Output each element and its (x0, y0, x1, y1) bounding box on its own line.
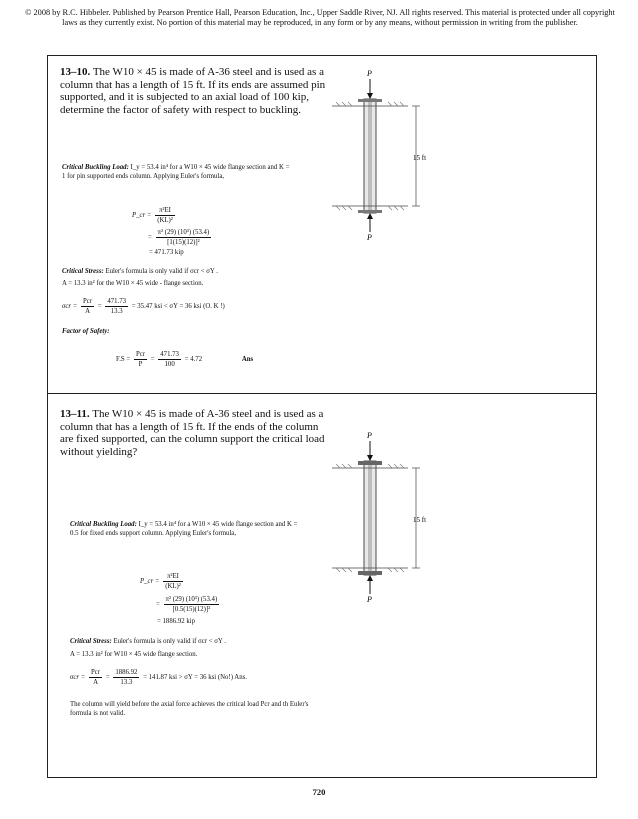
answer-label: Ans (241, 356, 254, 364)
problem-13-10-panel (47, 55, 597, 394)
copyright-notice: © 2008 by R.C. Hibbeler. Published by Pearson Prentice Hall, Pearson Education, Inc., Upper Saddle River, NJ. All rights reserved. This material is protected under all copyright laws as they currently exist. No portion of this material may be reproduced, in any form or by any means, without permission in writing from the publisher. (25, 8, 615, 27)
length-label: 15 ft (413, 154, 427, 162)
problem-text: The W10 × 45 is made of A-36 steel and is used as a column that has a length of 15 ft. If the ends of the column are fixed supported, can the column support the critical load without yielding? (60, 408, 325, 458)
critical-stress-line: Critical Stress: Euler's formula is only valid if σcr < σY . (70, 638, 226, 645)
load-bottom-label: P (367, 595, 372, 603)
conclusion-text: The column will yield before the axial force achieves the critical load Pcr and th Euler's formula is not valid. (70, 701, 309, 717)
critical-load-paragraph: Critical Buckling Load: I_y = 53.4 in⁴ for a W10 × 45 wide flange section and K = 1 for pin supported ends column. Applying Euler's formula, (62, 164, 290, 180)
factor-of-safety-heading: Factor of Safety: (62, 328, 110, 335)
pcr-equation-2: = $\frac{\text{π² (29) (10³) (53.4)}}{\text{[0.5(15)(12)]²}}$ (156, 596, 218, 613)
problem-statement (60, 66, 328, 116)
problem-text: The W10 × 45 is made of A-36 steel and is used as a column that has a length of 15 ft. If its ends are assumed pin supported, and it is subjected to an axial load of 100 kip, determine the factor of safety with respect to buckling. (60, 66, 326, 116)
problem-number: 13–10. (60, 66, 91, 78)
page-number: 720 (312, 787, 326, 797)
pcr-equation-1: P_cr = $\frac{\text{π²EI}}{\text{(KL)²}}$ (140, 573, 181, 590)
fs-equation: F.S = $\frac{\text{Pcr}}{P}$ = $\frac{471.73}{100}$ = 4.72 Ans (116, 351, 254, 368)
length-label: 15 ft (413, 516, 427, 524)
problem-statement (60, 408, 328, 458)
sigma-equation: σcr = $\frac{\text{Pcr}}{A}$ = $\frac{471.73}{13.3}$ = 35.47 ksi < σY = 36 ksi (O. K !) (62, 298, 225, 315)
load-top-label: P (367, 431, 372, 440)
pcr-equation-1: P_cr = $\frac{\text{π²EI}}{\text{(KL)²}}$ (132, 207, 173, 224)
pcr-equation-2: = $\frac{\text{π² (29) (10³) (53.4)}}{\text{[1(15)(12)]²}}$ (148, 229, 210, 246)
pcr-result: = 471.73 kip (149, 249, 184, 256)
sigma-equation: σcr = $\frac{\text{Pcr}}{A}$ = $\frac{1886.92}{13.3}$ = 141.87 ksi > σY = 36 ksi (No!) Ans. (70, 669, 247, 686)
area-line: A = 13.3 in² for W10 × 45 wide flange section. (70, 651, 198, 658)
problem-number: 13–11. (60, 408, 90, 420)
load-bottom-label: P (367, 233, 372, 241)
area-line: A = 13.3 in² for the W10 × 45 wide - flange section. (62, 280, 204, 287)
critical-stress-line: Critical Stress: Euler's formula is only valid if σcr < σY . (62, 268, 218, 275)
pcr-result: = 1886.92 kip (157, 618, 196, 625)
column-figure (328, 428, 438, 603)
load-top-label: P (367, 69, 372, 78)
critical-load-paragraph: Critical Buckling Load: I_y = 53.4 in⁴ for a W10 × 45 wide flange section and K = 0.5 for fixed ends support column. Applying Euler's formula, (70, 521, 298, 537)
column-figure (328, 66, 438, 241)
problem-13-11-panel (47, 394, 597, 778)
